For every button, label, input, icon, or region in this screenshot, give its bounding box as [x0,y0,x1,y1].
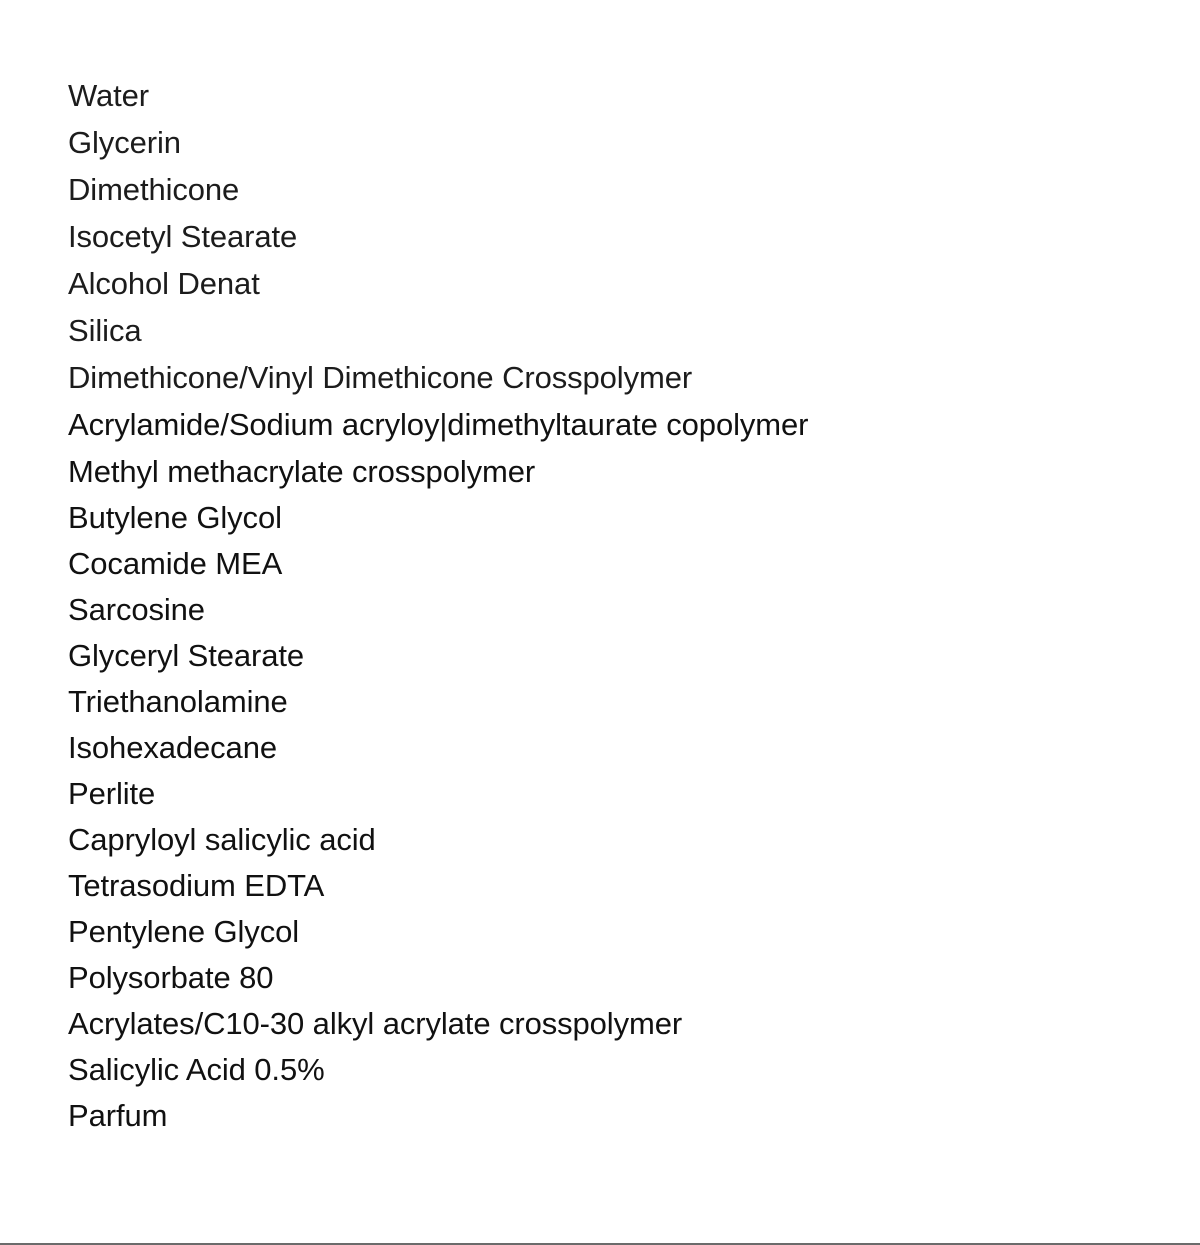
ingredient-item: Butylene Glycol [68,500,282,535]
ingredient-item: Acrylates/C10-30 alkyl acrylate crosspolymer [68,1006,683,1041]
ingredient-item: Isocetyl Stearate [68,219,298,254]
ingredient-item: Sarcosine [68,592,205,627]
ingredient-item: Capryloyl salicylic acid [68,822,376,857]
ingredient-item: Alcohol Denat [68,266,260,301]
ingredient-item: Water [68,78,150,113]
ingredient-item: Acrylamide/Sodium acryloy|dimethyltaurate copolymer [68,407,809,442]
ingredient-item: Perlite [68,776,156,811]
ingredient-item: Methyl methacrylate crosspolymer [68,454,536,489]
ingredient-item: Glyceryl Stearate [68,638,305,673]
ingredient-item: Parfum [68,1098,168,1133]
ingredient-item: Isohexadecane [68,730,277,765]
ingredient-item: Triethanolamine [68,684,288,719]
ingredient-item: Pentylene Glycol [68,914,300,949]
ingredients-document [68,78,1168,1144]
ingredient-item: Salicylic Acid 0.5% [68,1052,325,1087]
ingredient-item: Polysorbate 80 [68,960,274,995]
ingredient-item: Glycerin [68,125,181,160]
ingredient-item: Cocamide MEA [68,546,283,581]
ingredient-item: Dimethicone [68,172,240,207]
ingredient-list [68,78,1168,1134]
ingredient-item: Tetrasodium EDTA [68,868,325,903]
ingredient-item: Silica [68,313,142,348]
ingredient-item: Dimethicone/Vinyl Dimethicone Crosspolymer [68,360,693,395]
